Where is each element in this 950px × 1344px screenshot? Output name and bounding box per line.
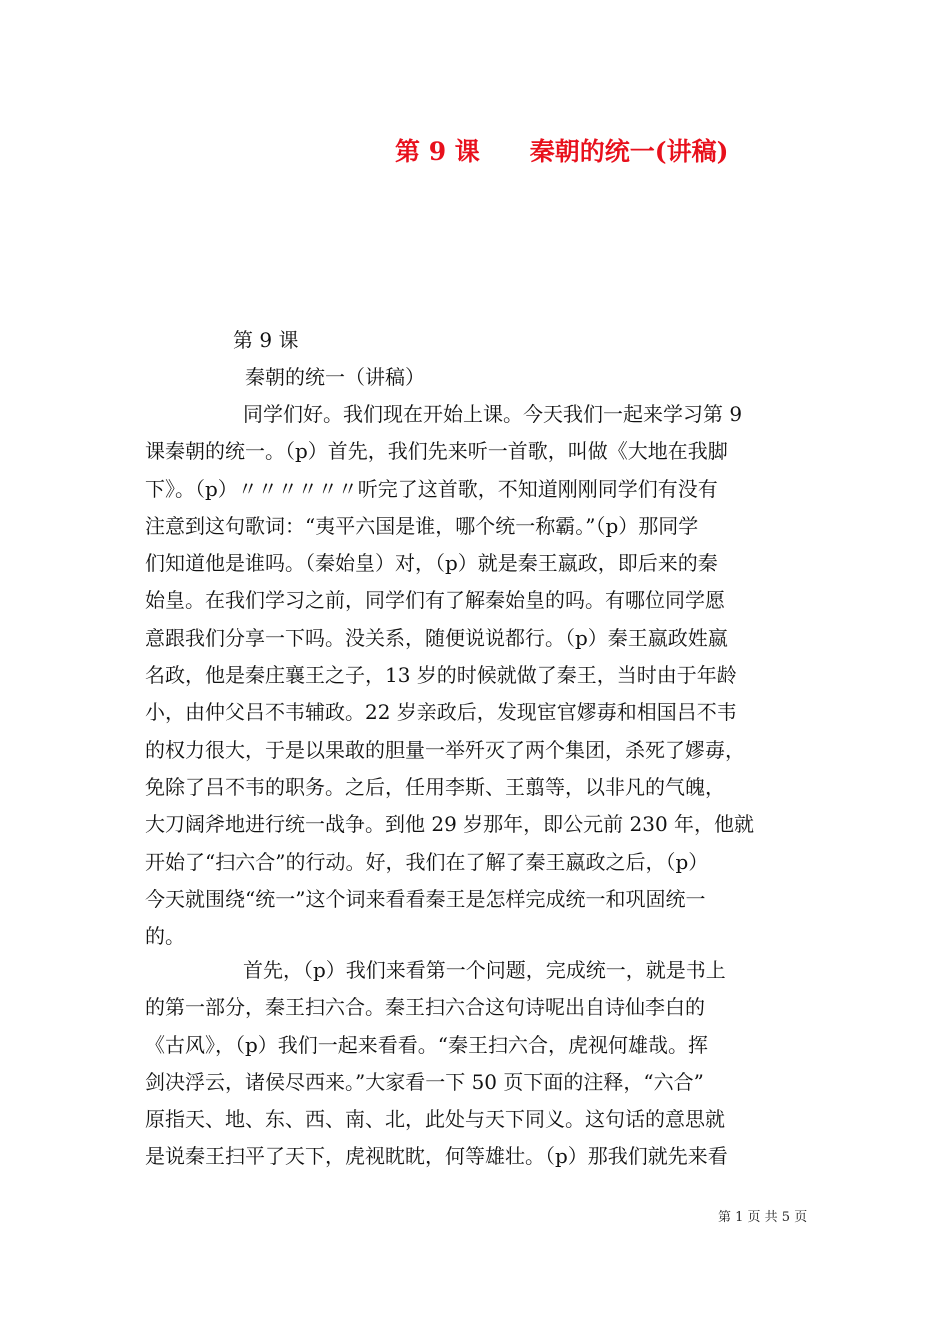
text-line: 注意到这句歌词：“夷平六国是谁，哪个统一称霸。”（p）那同学 — [145, 513, 699, 538]
page-footer: 第 1 页 共 5 页 — [718, 1210, 808, 1225]
text-line: 始皇。在我们学习之前，同学们有了解秦始皇的吗。有哪位同学愿 — [145, 588, 725, 613]
text-line: 同学们好。我们现在开始上课。今天我们一起来学习第 9 — [243, 402, 743, 426]
text-line: 《古风》，（p）我们一起来看看。“秦王扫六合，虎视何雄哉。挥 — [145, 1032, 709, 1057]
text-line: 原指天、地、东、西、南、北，此处与天下同义。这句话的意思就 — [145, 1107, 725, 1132]
text-line: 是说秦王扫平了天下，虎视眈眈，何等雄壮。（p）那我们就先来看 — [145, 1144, 728, 1169]
text-line: 意跟我们分享一下吗。没关系，随便说说都行。（p）秦王嬴政姓嬴 — [145, 625, 728, 650]
paragraph-2 — [145, 952, 815, 1176]
text-line: 名政，他是秦庄襄王之子，13 岁的时候就做了秦王，当时由于年龄 — [145, 663, 737, 688]
text-line: 免除了吕不韦的职务。之后，任用李斯、王翦等，以非凡的气魄， — [145, 774, 725, 799]
text-line: 开始了“扫六合”的行动。好，我们在了解了秦王嬴政之后，（p） — [145, 849, 709, 874]
text-line: 首先，（p）我们来看第一个问题，完成统一，就是书上 — [243, 958, 726, 982]
text-line: 剑决浮云，诸侯尽西来。”大家看一下 50 页下面的注释，“六合” — [145, 1069, 704, 1094]
text-line: 们知道他是谁吗。（秦始皇）对，（p）就是秦王嬴政，即后来的秦 — [145, 551, 718, 576]
text-line: 的第一部分，秦王扫六合。秦王扫六合这句诗呢出自诗仙李白的 — [145, 995, 705, 1020]
page-title: 第 9 课 秦朝的统一(讲稿) — [395, 137, 729, 166]
text-line: 小，由仲父吕不韦辅政。22 岁亲政后，发现宦官嫪毐和相国吕不韦 — [145, 700, 737, 725]
text-line: 的。 — [145, 924, 185, 949]
text-line: 大刀阔斧地进行统一战争。到他 29 岁那年，即公元前 230 年，他就 — [145, 812, 755, 837]
text-line: 的权力很大，于是以果敢的胆量一举歼灭了两个集团，杀死了嫪毐， — [145, 737, 745, 762]
lesson-label: 第 9 课 — [233, 328, 299, 352]
text-line: 课秦朝的统一。（p）首先，我们先来听一首歌，叫做《大地在我脚 — [145, 439, 728, 464]
text-line: 今天就围绕“统一”这个词来看看秦王是怎样完成统一和巩固统一 — [145, 886, 706, 911]
paragraph-1 — [145, 396, 815, 955]
text-line: 下》。（p）〃〃〃〃〃〃听完了这首歌，不知道刚刚同学们有没有 — [145, 476, 718, 501]
subtitle: 秦朝的统一（讲稿） — [245, 365, 425, 389]
